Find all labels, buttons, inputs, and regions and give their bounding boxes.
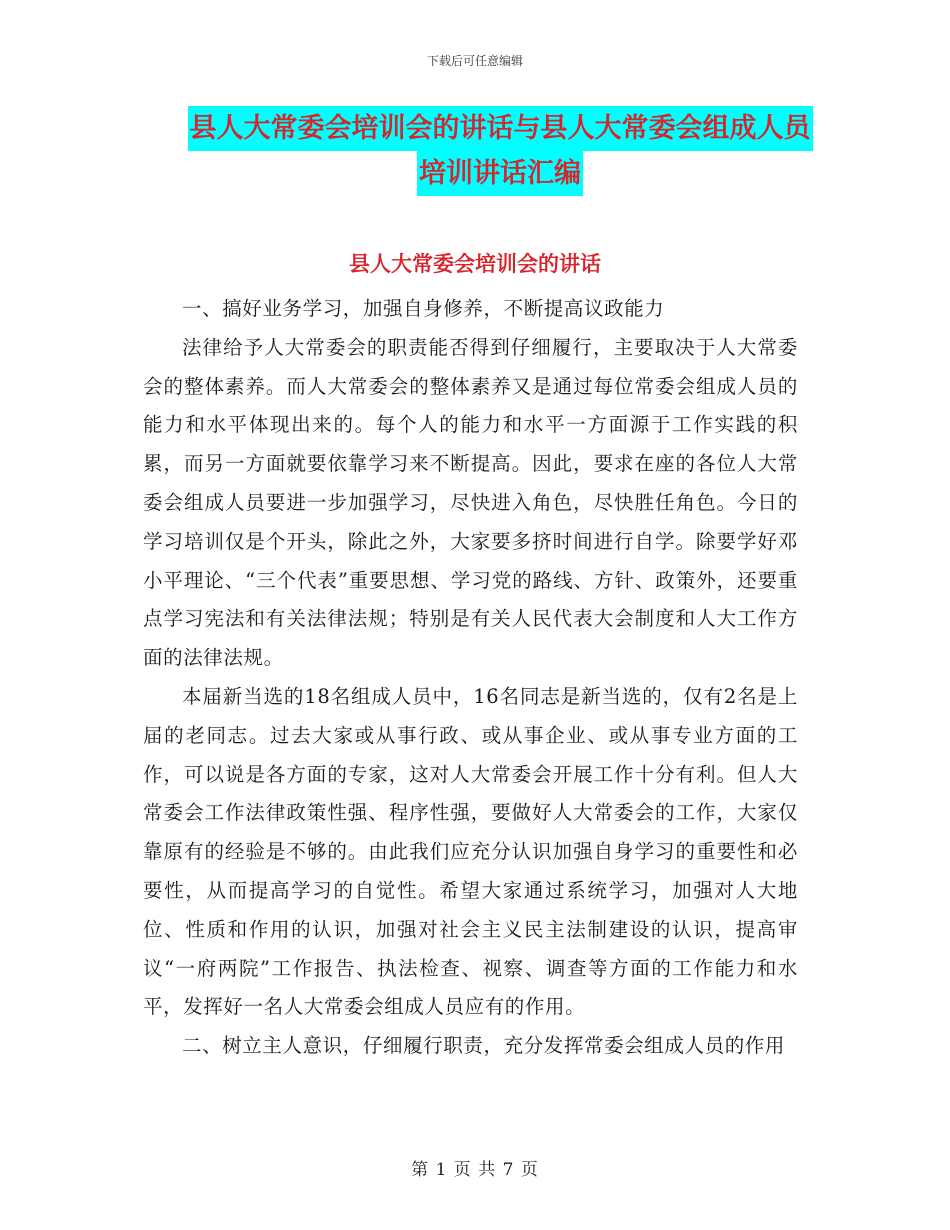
- section-heading: 县人大常委会培训会的讲话: [349, 251, 601, 276]
- document-title-line-2: 培训讲话汇编: [417, 151, 583, 196]
- document-title-line-1: 县人大常委会培训会的讲话与县人大常委会组成人员: [188, 106, 813, 151]
- paragraph: 本届新当选的18名组成人员中，16名同志是新当选的，仅有2名是上届的老同志。过去大家或从事行政、或从事企业、或从事专业方面的工作，可以说是各方面的专家，这对人大常委会开展工作十分有利。但人大常委会工作法律政策性强、程序性强，要做好人大常委会的工作，大家仅靠原有的经验是不够的。由此我们应充分认识加强自身学习的重要性和必要性，从而提高学习的自觉性。希望大家通过系统学习，加强对人大地位、性质和作用的认识，加强对社会主义民主法制建设的认识，提高审议“一府两院”工作报告、执法检查、视察、调查等方面的工作能力和水平，发挥好一名人大常委会组成人员应有的作用。: [143, 684, 798, 1019]
- page-footer: 第 1 页 共 7 页: [411, 1160, 539, 1180]
- document-title: [150, 106, 850, 196]
- paragraph: 二、树立主人意识，仔细履行职责，充分发挥常委会组成人员的作用: [182, 1034, 786, 1058]
- body-text: [143, 290, 798, 1066]
- paragraph: 法律给予人大常委会的职责能否得到仔细履行，主要取决于人大常委会的整体素养。而人大常委会的整体素养又是通过每位常委会组成人员的能力和水平体现出来的。每个人的能力和水平一方面源于工作实践的积累，而另一方面就要依靠学习来不断提高。因此，要求在座的各位人大常委会组成人员要进一步加强学习，尽快进入角色，尽快胜任角色。今日的学习培训仅是个开头，除此之外，大家要多挤时间进行自学。除要学好邓小平理论、“三个代表”重要思想、学习党的路线、方针、政策外，还要重点学习宪法和有关法律法规；特别是有关人民代表大会制度和人大工作方面的法律法规。: [143, 335, 798, 670]
- paragraph: 一、搞好业务学习，加强自身修养，不断提高议政能力: [182, 297, 665, 320]
- header-note: 下载后可任意编辑: [426, 54, 523, 68]
